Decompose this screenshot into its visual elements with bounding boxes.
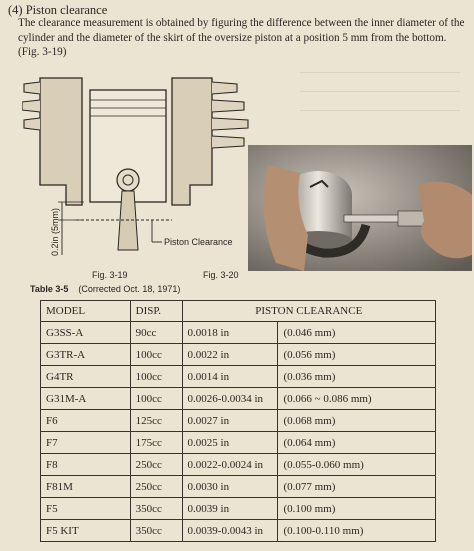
cell-model: F5 KIT	[41, 520, 131, 542]
piston-pin	[117, 169, 139, 191]
cell-model: G31M-A	[41, 388, 131, 410]
cell-disp: 350cc	[130, 498, 182, 520]
cell-disp: 90cc	[130, 322, 182, 344]
bleed-through-artifact	[300, 60, 460, 140]
table-row	[41, 432, 436, 454]
cell-clearance-inch: 0.0039-0.0043 in	[182, 520, 278, 542]
cooling-fins-left	[22, 82, 40, 130]
section-heading: (4) Piston clearance	[8, 3, 108, 17]
cell-clearance-mm: (0.036 mm)	[278, 366, 436, 388]
table-row	[41, 410, 436, 432]
cell-clearance-mm: (0.055-0.060 mm)	[278, 454, 436, 476]
cell-disp: 350cc	[130, 520, 182, 542]
header-clearance: PISTON CLEARANCE	[182, 301, 435, 322]
table-row	[41, 322, 436, 344]
cell-clearance-inch: 0.0018 in	[182, 322, 278, 344]
cell-disp: 100cc	[130, 344, 182, 366]
cell-clearance-mm: (0.064 mm)	[278, 432, 436, 454]
cell-clearance-inch: 0.0030 in	[182, 476, 278, 498]
table-row	[41, 498, 436, 520]
cell-clearance-mm: (0.046 mm)	[278, 322, 436, 344]
fig-label-right: Fig. 3-20	[203, 270, 239, 280]
cell-clearance-mm: (0.100-0.110 mm)	[278, 520, 436, 542]
table-row	[41, 520, 436, 542]
table-row	[41, 388, 436, 410]
cell-clearance-mm: (0.068 mm)	[278, 410, 436, 432]
table-row	[41, 366, 436, 388]
header-disp: DISP.	[130, 301, 182, 322]
table-row	[41, 344, 436, 366]
connecting-rod	[118, 191, 138, 250]
piston-clearance-callout: Piston Clearance	[164, 237, 233, 247]
piston-clearance-table	[40, 300, 436, 542]
cell-clearance-mm: (0.077 mm)	[278, 476, 436, 498]
cell-clearance-inch: 0.0027 in	[182, 410, 278, 432]
cell-clearance-inch: 0.0026-0.0034 in	[182, 388, 278, 410]
table-caption	[30, 284, 180, 294]
cell-clearance-inch: 0.0025 in	[182, 432, 278, 454]
dimension-label: 0.2in (5mm)	[50, 207, 60, 256]
table-note: (Corrected Oct. 18, 1971)	[78, 284, 181, 294]
cell-disp: 125cc	[130, 410, 182, 432]
cooling-fins-right	[212, 82, 248, 148]
table-row	[41, 454, 436, 476]
cell-model: F5	[41, 498, 131, 520]
cell-model: G3TR-A	[41, 344, 131, 366]
cell-disp: 250cc	[130, 454, 182, 476]
fig-label-left: Fig. 3-19	[92, 270, 128, 280]
table-header-row	[41, 301, 436, 322]
cell-model: G3SS-A	[41, 322, 131, 344]
table-label: Table 3-5	[30, 284, 69, 294]
cylinder-outline	[40, 78, 82, 205]
cylinder-outline-right	[172, 78, 212, 205]
header-model: MODEL	[41, 301, 131, 322]
cell-clearance-mm: (0.056 mm)	[278, 344, 436, 366]
section-paragraph: The clearance measurement is obtained by figuring the difference between the inner diameter of the cylinder and the diameter of the skirt of the oversize piston at a position 5 mm from the bottom. (Fig. 3-19)	[18, 17, 465, 59]
cell-disp: 250cc	[130, 476, 182, 498]
micrometer-photo	[248, 145, 472, 271]
cylinder-piston-diagram	[22, 60, 252, 272]
cell-clearance-inch: 0.0014 in	[182, 366, 278, 388]
table-row	[41, 476, 436, 498]
cell-model: G4TR	[41, 366, 131, 388]
cell-clearance-inch: 0.0039 in	[182, 498, 278, 520]
cell-model: F6	[41, 410, 131, 432]
cell-disp: 100cc	[130, 388, 182, 410]
cell-model: F81M	[41, 476, 131, 498]
cell-clearance-inch: 0.0022 in	[182, 344, 278, 366]
cell-disp: 175cc	[130, 432, 182, 454]
cell-clearance-mm: (0.100 mm)	[278, 498, 436, 520]
cell-model: F8	[41, 454, 131, 476]
cell-disp: 100cc	[130, 366, 182, 388]
cell-clearance-inch: 0.0022-0.0024 in	[182, 454, 278, 476]
cell-model: F7	[41, 432, 131, 454]
cell-clearance-mm: (0.066 ~ 0.086 mm)	[278, 388, 436, 410]
